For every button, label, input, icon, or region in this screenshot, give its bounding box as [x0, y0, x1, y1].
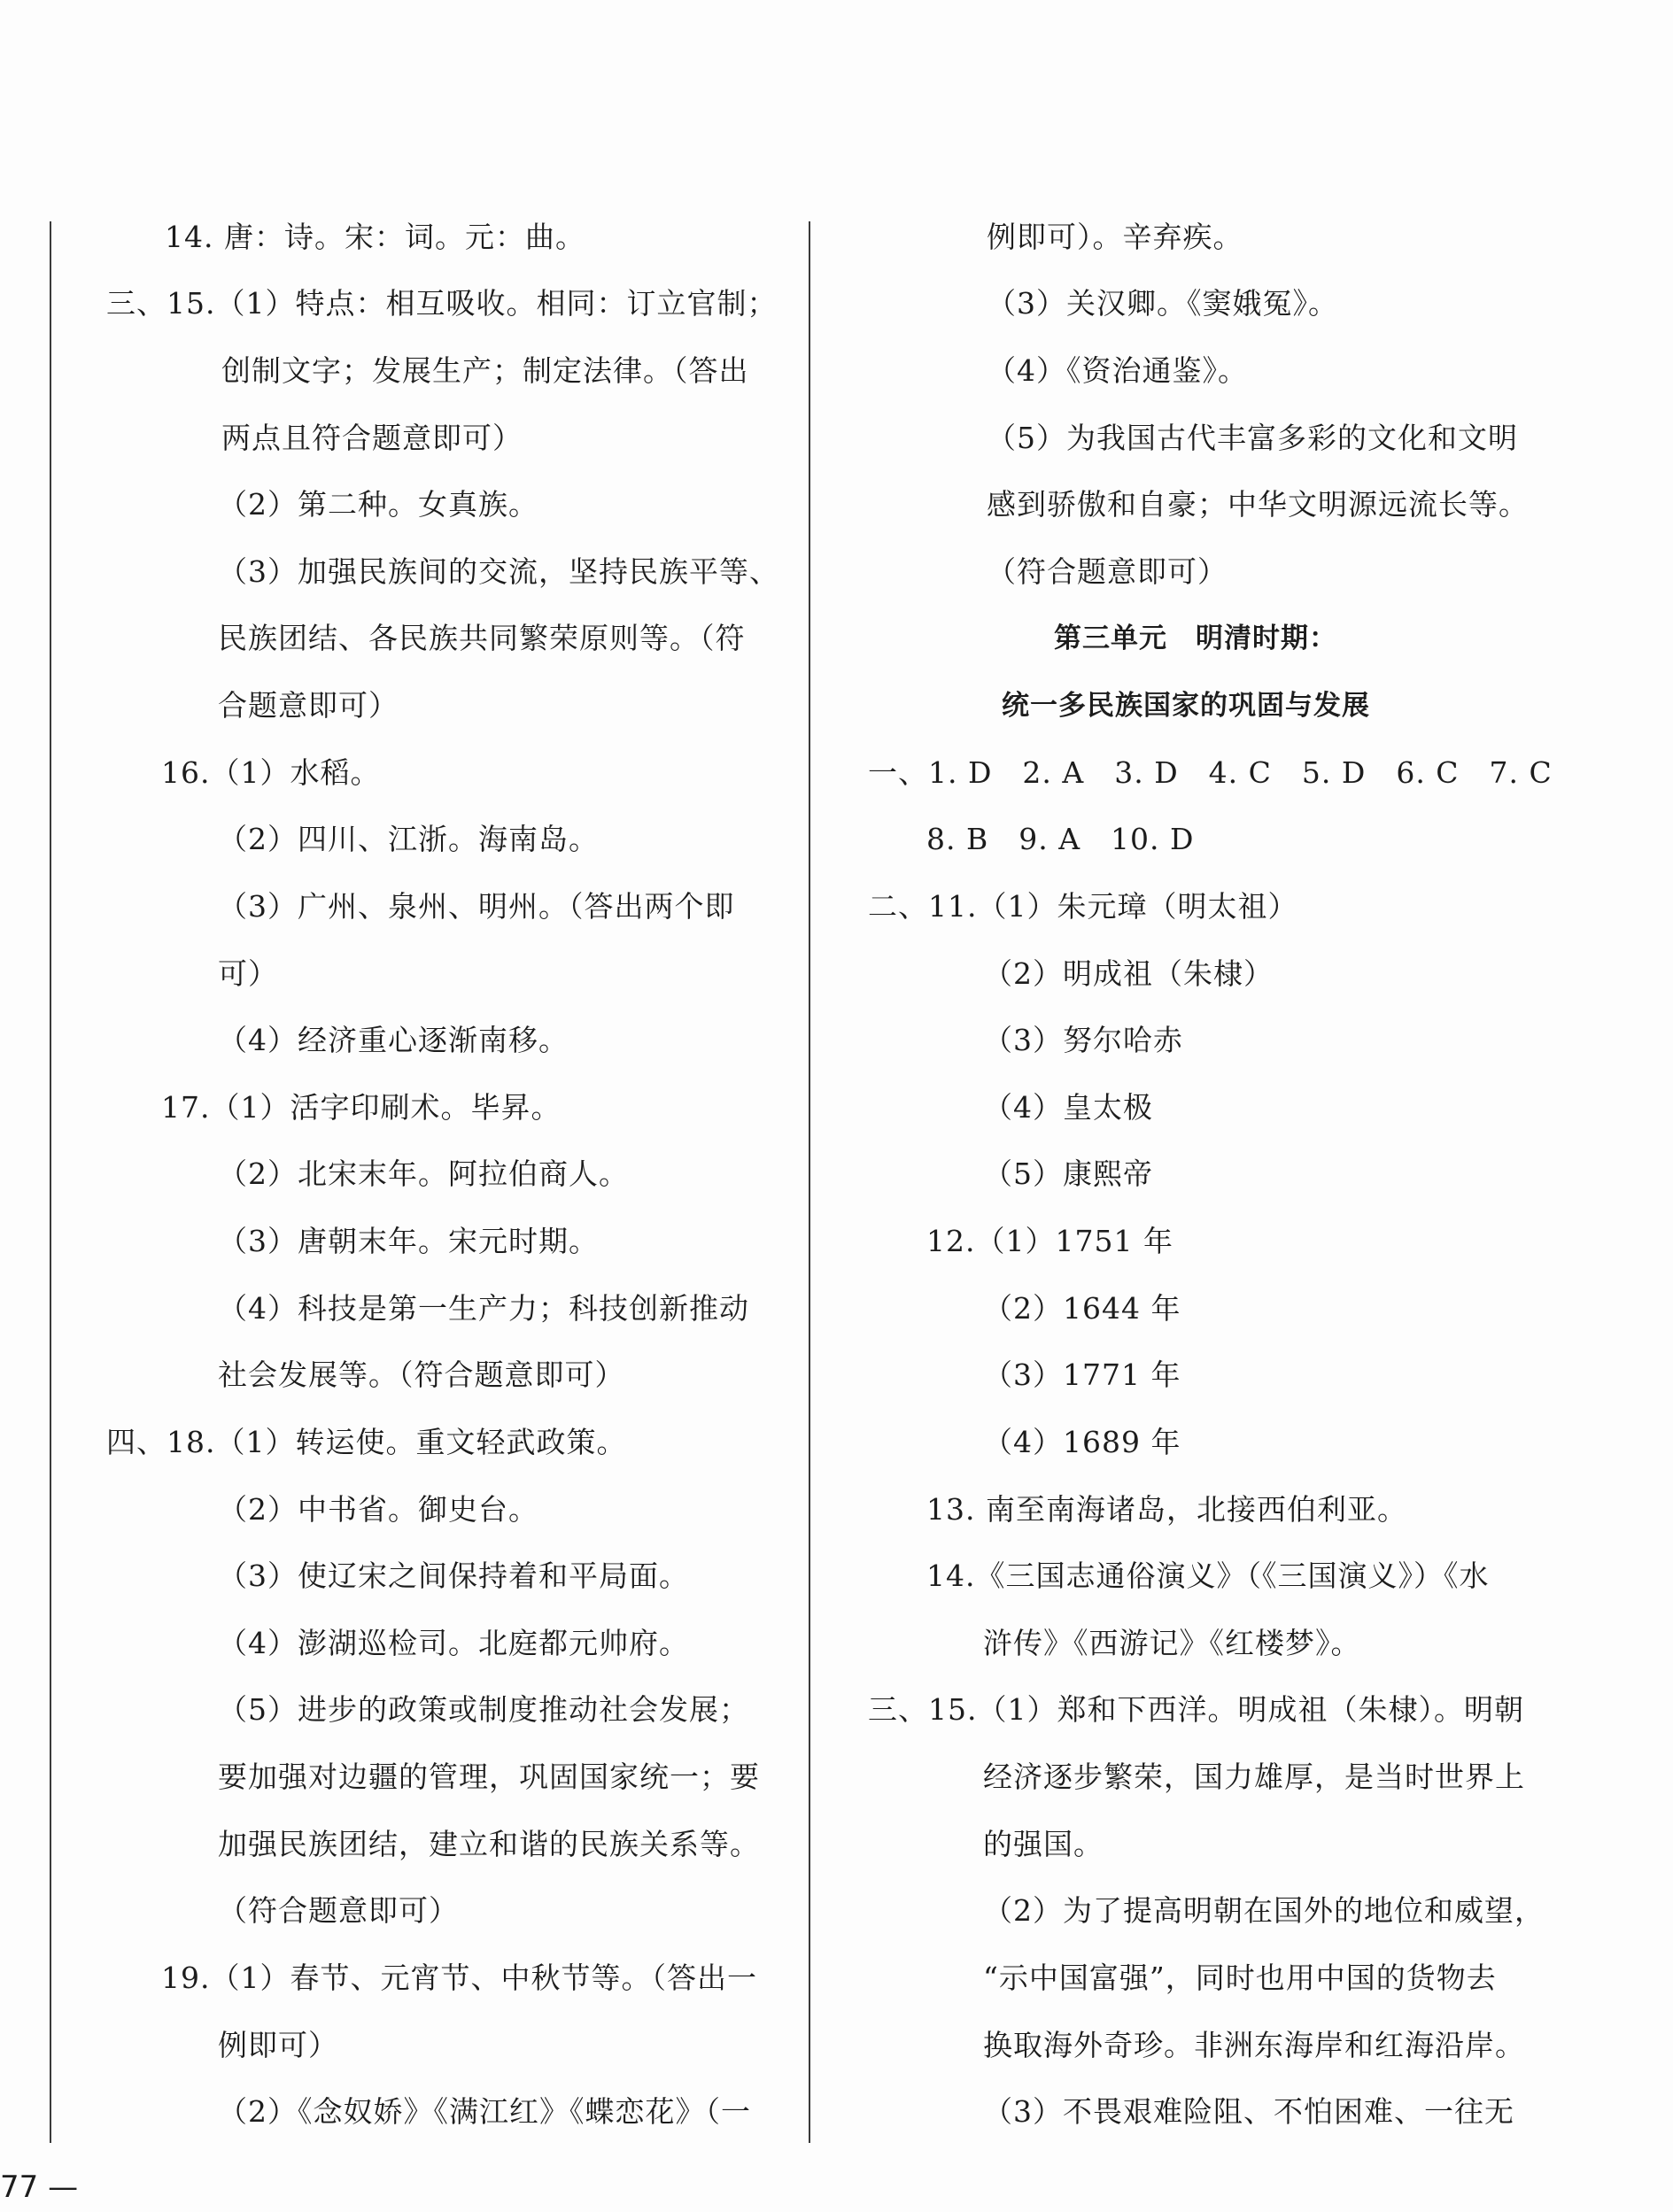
left-margin-rule: [50, 221, 51, 2143]
answer-line: 可）: [218, 956, 278, 991]
answer-line: 二、11.（1）朱元璋（明太祖）: [868, 889, 1298, 924]
answer-line: （2）1644 年: [983, 1291, 1181, 1326]
answer-line: 17.（1）活字印刷术。毕昇。: [161, 1090, 562, 1125]
answer-line: 12.（1）1751 年: [926, 1224, 1173, 1258]
answer-line: （3）不畏艰难险阻、不怕困难、一往无: [983, 2094, 1514, 2129]
answer-line: 19.（1）春节、元宵节、中秋节等。（答出一: [161, 1961, 757, 1995]
answer-line: 要加强对边疆的管理，巩固国家统一；要: [218, 1760, 760, 1794]
answer-line: （5）康熙帝: [983, 1156, 1153, 1191]
answer-line: （3）加强民族间的交流，坚持民族平等、: [218, 554, 779, 589]
answer-line: （4）1689 年: [983, 1425, 1181, 1459]
unit-heading: 第三单元 明清时期：: [1054, 623, 1337, 654]
answer-line: 14. 唐：诗。宋：词。元：曲。: [165, 220, 585, 254]
answer-line: （2）《念奴娇》《满江红》《蝶恋花》（一: [218, 2094, 751, 2129]
answer-line: 民族团结、各民族共同繁荣原则等。（符: [218, 621, 746, 655]
answer-line: 三、15.（1）郑和下西洋。明成祖（朱棣）。明朝: [868, 1692, 1524, 1727]
answer-line: 8. B 9. A 10. D: [926, 822, 1195, 856]
answer-line: （2）北宋末年。阿拉伯商人。: [218, 1156, 629, 1191]
answer-line: （5）进步的政策或制度推动社会发展；: [218, 1692, 749, 1727]
answer-line: （3）1771 年: [983, 1357, 1181, 1392]
answer-line: （2）中书省。御史台。: [218, 1492, 538, 1527]
answer-line: （4）经济重心逐渐南移。: [218, 1023, 569, 1057]
answer-line: 四、18.（1）转运使。重文轻武政策。: [106, 1425, 627, 1459]
answer-line: 的强国。: [983, 1827, 1104, 1861]
answer-line: （3）广州、泉州、明州。（答出两个即: [218, 889, 735, 924]
page-number: 77 —: [0, 2169, 79, 2205]
answer-line: （3）关汉卿。《窦娥冤》。: [987, 286, 1338, 321]
answer-line: 换取海外奇珍。非洲东海岸和红海沿岸。: [983, 2028, 1525, 2062]
answer-line: 13. 南至南海诸岛，北接西伯利亚。: [926, 1492, 1407, 1527]
answer-line: 感到骄傲和自豪；中华文明源远流长等。: [987, 487, 1529, 522]
answer-line: 例即可）: [218, 2028, 338, 2062]
answer-line: 14.《三国志通俗演义》（《三国演义》）《水: [926, 1558, 1490, 1593]
answer-line: 一、1. D 2. A 3. D 4. C 5. D 6. C 7. C: [868, 755, 1553, 790]
answer-line: （3）使辽宋之间保持着和平局面。: [218, 1558, 689, 1593]
answer-line: 例即可）。辛弃疾。: [987, 220, 1243, 254]
answer-line: 社会发展等。（符合题意即可）: [218, 1357, 625, 1392]
unit-subheading: 统一多民族国家的巩固与发展: [1002, 690, 1370, 722]
answer-line: （5）为我国古代丰富多彩的文化和文明: [987, 421, 1518, 455]
answer-line: 两点且符合题意即可）: [221, 421, 523, 455]
answer-line: （4）科技是第一生产力；科技创新推动: [218, 1291, 749, 1326]
answer-line: （2）四川、江浙。海南岛。: [218, 822, 599, 856]
answer-line: （2）为了提高明朝在国外的地位和威望，: [983, 1893, 1545, 1928]
answer-line: （符合题意即可）: [218, 1893, 459, 1928]
column-divider: [809, 221, 810, 2143]
answer-line: 经济逐步繁荣，国力雄厚，是当时世界上: [983, 1760, 1525, 1794]
answer-line: 16.（1）水稻。: [161, 755, 381, 790]
answer-line: （2）明成祖（朱棣）: [983, 956, 1274, 991]
answer-line: （4）《资治通鉴》。: [987, 353, 1248, 388]
answer-line: （3）唐朝末年。宋元时期。: [218, 1224, 599, 1258]
answer-line: 浒传》《西游记》《红楼梦》。: [983, 1626, 1361, 1660]
answer-line: “示中国富强”，同时也用中国的货物去: [983, 1961, 1497, 1995]
answer-line: （2）第二种。女真族。: [218, 487, 538, 522]
answer-line: 加强民族团结，建立和谐的民族关系等。: [218, 1827, 760, 1861]
answer-line: （符合题意即可）: [987, 554, 1228, 589]
answer-line: 合题意即可）: [218, 688, 399, 723]
answer-line: （4）澎湖巡检司。北庭都元帅府。: [218, 1626, 689, 1660]
answer-line: 三、15.（1）特点：相互吸收。相同：订立官制；: [106, 286, 778, 321]
answer-line: 创制文字；发展生产；制定法律。（答出: [221, 353, 749, 388]
answer-line: （4）皇太极: [983, 1090, 1153, 1125]
answer-line: （3）努尔哈赤: [983, 1023, 1183, 1057]
